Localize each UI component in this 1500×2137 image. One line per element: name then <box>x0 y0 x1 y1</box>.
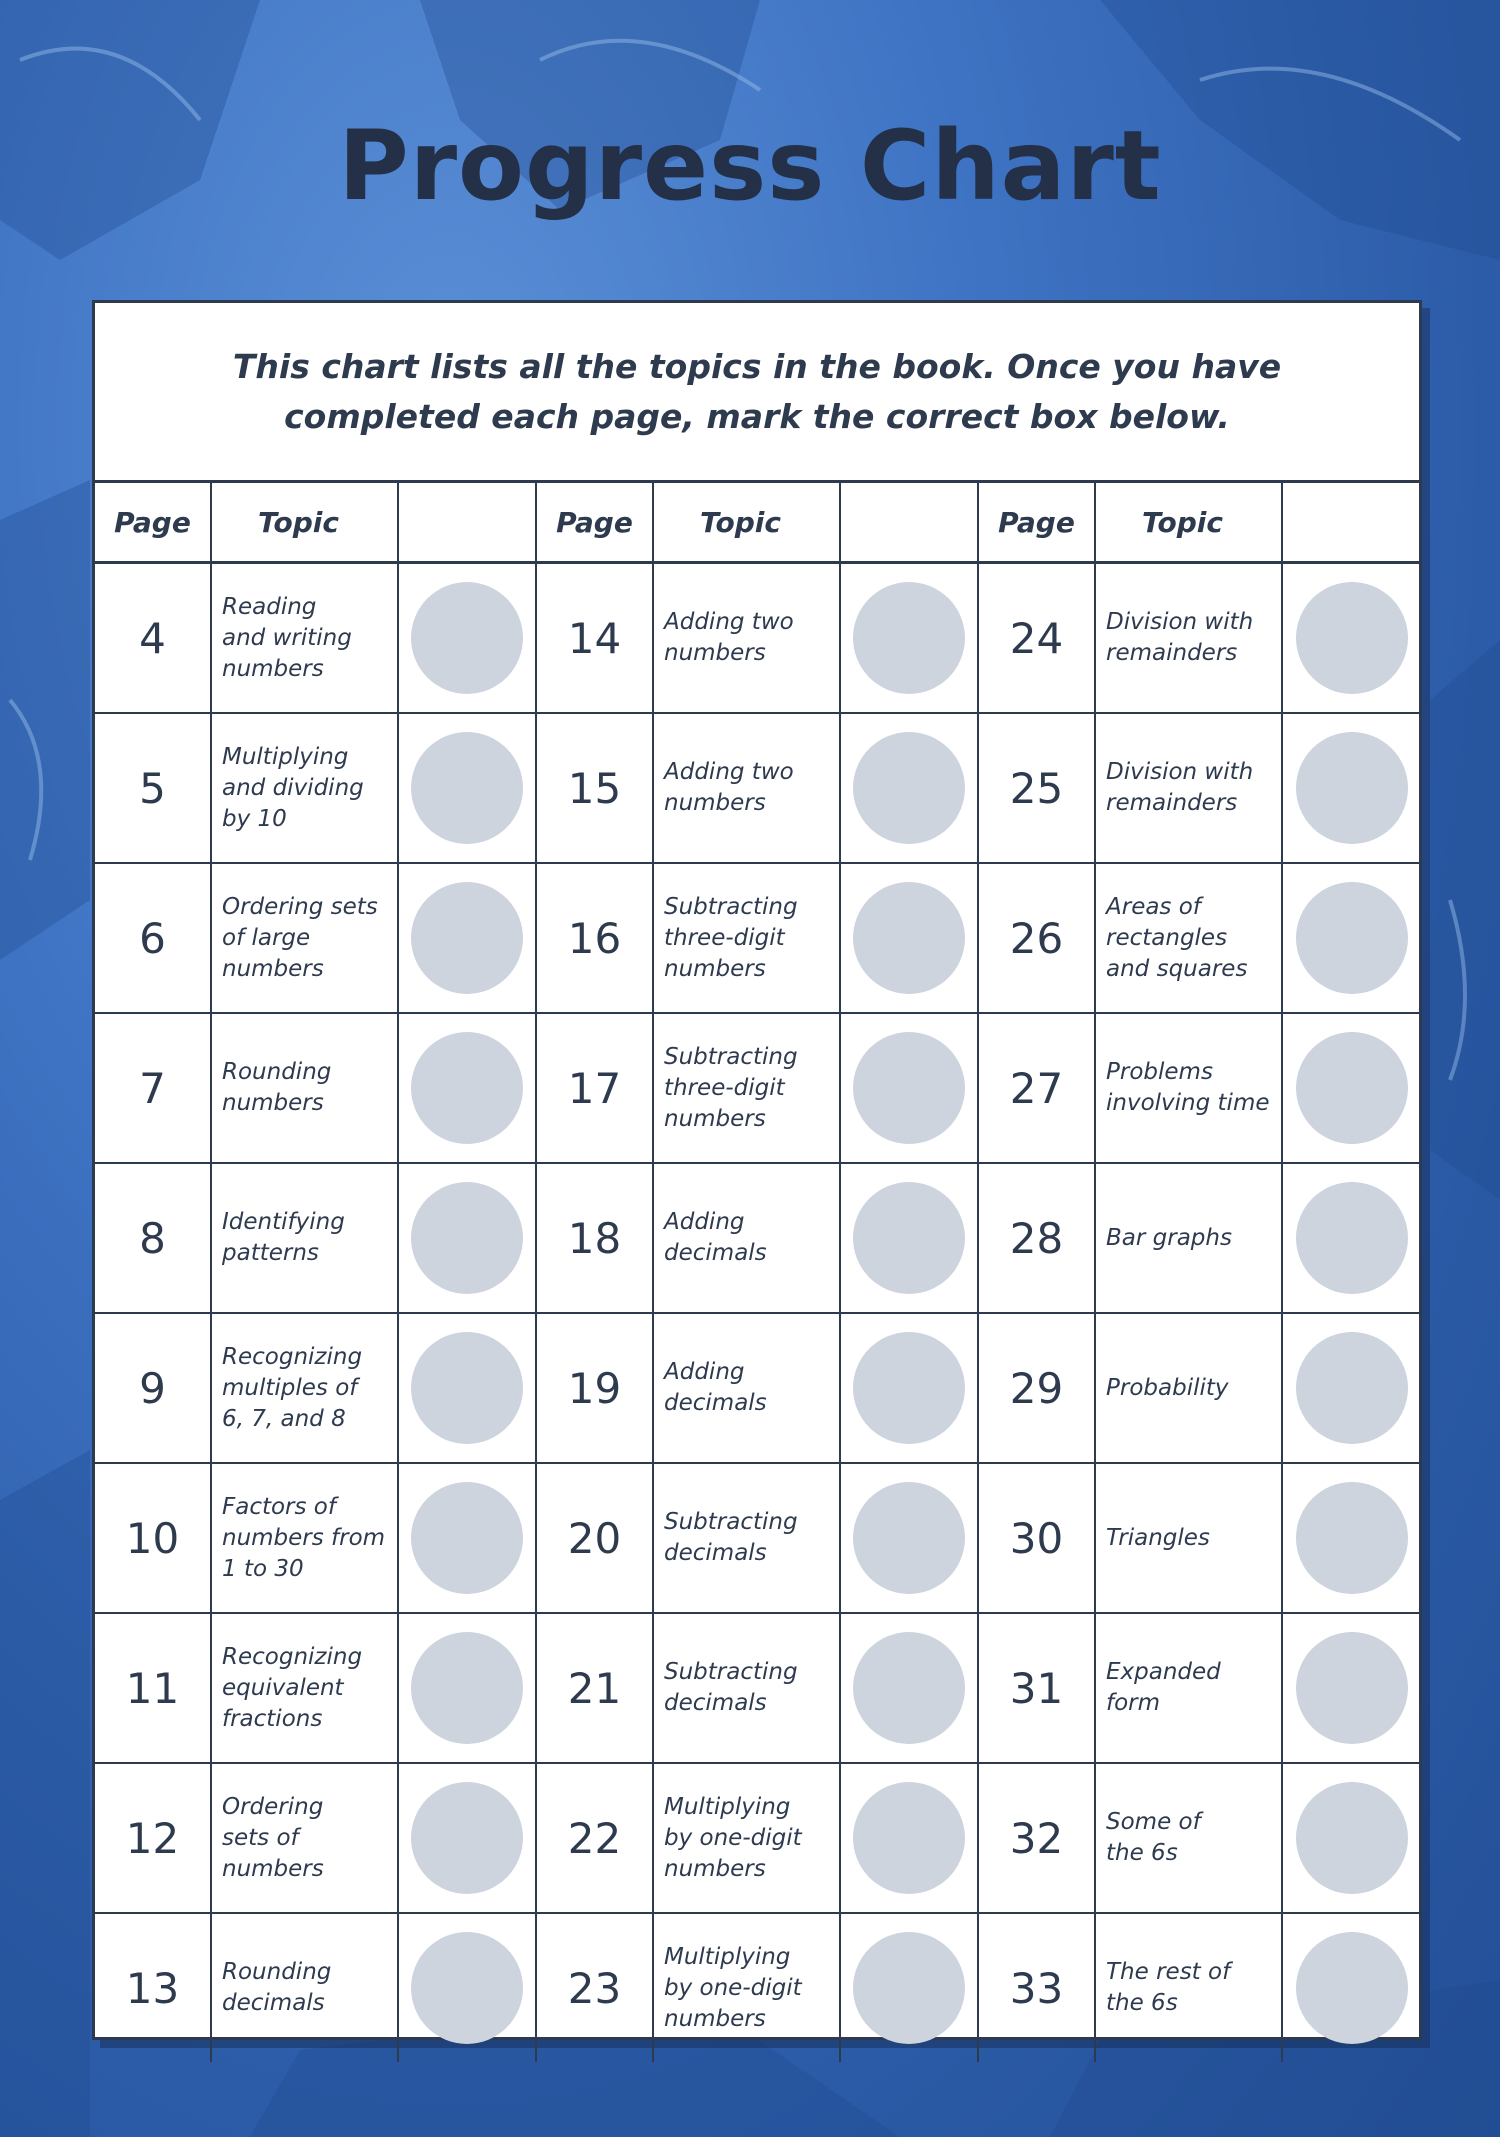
page-number: 5 <box>139 763 166 813</box>
completion-mark-cell <box>1283 714 1421 862</box>
completion-circle[interactable] <box>853 732 965 844</box>
topic-cell <box>212 864 399 1012</box>
page-number-cell <box>95 1464 212 1612</box>
topic-label: Recognizing equivalent fractions <box>222 1643 363 1732</box>
header-group <box>979 483 1421 561</box>
topic-label: Problems involving time <box>1106 1059 1270 1116</box>
topic-cell <box>212 1914 399 2062</box>
page-number: 6 <box>139 913 166 963</box>
table-row <box>95 564 1419 714</box>
table-row <box>95 1914 1419 2062</box>
topic-cell <box>654 1914 841 2062</box>
topic-cell <box>654 1764 841 1912</box>
topic-cell <box>1096 1614 1283 1762</box>
topic-cell <box>654 1164 841 1312</box>
completion-mark-cell <box>841 864 979 1012</box>
page-number: 10 <box>125 1513 180 1563</box>
completion-circle[interactable] <box>853 1782 965 1894</box>
topic-cell <box>212 1614 399 1762</box>
topic-entry <box>537 1314 979 1462</box>
topic-entry <box>979 1014 1421 1162</box>
page-number-cell <box>537 1464 654 1612</box>
topic-label: Bar graphs <box>1106 1224 1232 1251</box>
header-group <box>537 483 979 561</box>
page-number: 7 <box>139 1063 166 1113</box>
page-number: 29 <box>1009 1363 1064 1413</box>
completion-circle[interactable] <box>411 1932 523 2044</box>
table-row <box>95 1164 1419 1314</box>
completion-mark-cell <box>1283 1614 1421 1762</box>
table-row <box>95 1764 1419 1914</box>
completion-circle[interactable] <box>1296 582 1408 694</box>
topic-cell <box>654 564 841 712</box>
topic-label: Division with remainders <box>1106 759 1254 816</box>
completion-circle[interactable] <box>1296 1782 1408 1894</box>
topic-entry <box>537 1764 979 1912</box>
page-number: 11 <box>125 1663 180 1713</box>
completion-mark-cell <box>1283 1164 1421 1312</box>
topic-label: Subtracting decimals <box>664 1509 798 1566</box>
completion-circle[interactable] <box>853 1032 965 1144</box>
completion-mark-cell <box>1283 1014 1421 1162</box>
page-number-cell <box>537 1014 654 1162</box>
topic-label: Expanded form <box>1106 1659 1221 1716</box>
topic-label: Multiplying by one-digit numbers <box>664 1793 802 1882</box>
page-title: Progress Chart <box>338 110 1162 222</box>
topic-label: Subtracting decimals <box>664 1659 798 1716</box>
page-number-cell <box>537 1914 654 2062</box>
completion-mark-cell <box>399 1614 537 1762</box>
completion-mark-cell <box>841 714 979 862</box>
table-row <box>95 1614 1419 1764</box>
topic-cell <box>1096 1314 1283 1462</box>
completion-circle[interactable] <box>853 1932 965 2044</box>
page-number: 22 <box>567 1813 622 1863</box>
table-row <box>95 1014 1419 1164</box>
page-number-cell <box>95 1764 212 1912</box>
topic-label: Division with remainders <box>1106 609 1254 666</box>
topic-cell <box>654 1014 841 1162</box>
topic-entry <box>95 864 537 1012</box>
page-number: 16 <box>567 913 622 963</box>
completion-circle[interactable] <box>1296 882 1408 994</box>
topic-cell <box>212 1464 399 1612</box>
completion-circle[interactable] <box>411 1032 523 1144</box>
topic-cell <box>212 564 399 712</box>
topic-label: Probability <box>1106 1374 1229 1401</box>
completion-mark-cell <box>1283 1464 1421 1612</box>
header-page: Page <box>95 483 212 561</box>
header-page: Page <box>537 483 654 561</box>
completion-circle[interactable] <box>853 1482 965 1594</box>
page-number: 27 <box>1009 1063 1064 1113</box>
completion-mark-cell <box>1283 1914 1421 2062</box>
topic-cell <box>212 714 399 862</box>
topic-label: Factors of numbers from 1 to 30 <box>222 1493 386 1582</box>
topic-entry <box>979 1764 1421 1912</box>
topic-label: Subtracting three-digit numbers <box>664 1043 798 1132</box>
page-number-cell <box>979 1464 1096 1612</box>
topic-entry <box>979 1164 1421 1312</box>
completion-circle[interactable] <box>853 1332 965 1444</box>
topic-entry <box>95 1464 537 1612</box>
completion-mark-cell <box>841 1314 979 1462</box>
page-number-cell <box>979 1764 1096 1912</box>
page-number: 23 <box>567 1963 622 2013</box>
page-number-cell <box>537 1614 654 1762</box>
completion-circle[interactable] <box>853 1632 965 1744</box>
completion-mark-cell <box>1283 1314 1421 1462</box>
table-row <box>95 864 1419 1014</box>
completion-mark-cell <box>841 1464 979 1612</box>
header-group <box>95 483 537 561</box>
completion-mark-cell <box>841 1614 979 1762</box>
completion-mark-cell <box>399 1464 537 1612</box>
page-number-cell <box>95 714 212 862</box>
progress-chart-card <box>92 300 1422 2040</box>
header-topic: Topic <box>212 483 399 561</box>
topic-label: Some of the 6s <box>1106 1809 1201 1866</box>
completion-circle[interactable] <box>411 1632 523 1744</box>
page-number-cell <box>979 564 1096 712</box>
completion-circle[interactable] <box>411 882 523 994</box>
completion-mark-cell <box>399 1914 537 2062</box>
completion-mark-cell <box>841 1014 979 1162</box>
table-row <box>95 1314 1419 1464</box>
page-number-cell <box>95 1614 212 1762</box>
topic-label: The rest of the 6s <box>1106 1959 1231 2016</box>
page-number-cell <box>95 864 212 1012</box>
page-number-cell <box>979 1014 1096 1162</box>
topic-cell <box>212 1764 399 1912</box>
page-number-cell <box>95 1014 212 1162</box>
topic-label: Areas of rectangles and squares <box>1106 893 1248 982</box>
table-row <box>95 714 1419 864</box>
topic-label: Adding decimals <box>664 1209 767 1266</box>
completion-mark-cell <box>1283 564 1421 712</box>
header-mark <box>1283 483 1421 561</box>
page-number: 24 <box>1009 613 1064 663</box>
page-number: 14 <box>567 613 622 663</box>
header-page: Page <box>979 483 1096 561</box>
topic-label: Multiplying and dividing by 10 <box>222 743 364 832</box>
completion-circle[interactable] <box>411 732 523 844</box>
completion-circle[interactable] <box>1296 1482 1408 1594</box>
topic-entry <box>537 1614 979 1762</box>
topic-label: Ordering sets of numbers <box>222 1793 324 1882</box>
page-number: 26 <box>1009 913 1064 963</box>
completion-mark-cell <box>399 1014 537 1162</box>
page-number-cell <box>537 1164 654 1312</box>
topic-cell <box>1096 1014 1283 1162</box>
topic-entry <box>95 564 537 712</box>
topic-entry <box>979 1914 1421 2062</box>
header-mark <box>841 483 979 561</box>
page-number: 33 <box>1009 1963 1064 2013</box>
page-number: 21 <box>567 1663 622 1713</box>
header-topic: Topic <box>654 483 841 561</box>
table-body <box>95 564 1419 2062</box>
topic-entry <box>537 714 979 862</box>
page-number: 28 <box>1009 1213 1064 1263</box>
topic-entry <box>95 1764 537 1912</box>
topic-label: Adding two numbers <box>664 609 794 666</box>
topic-cell <box>212 1164 399 1312</box>
topic-cell <box>654 864 841 1012</box>
topic-entry <box>979 714 1421 862</box>
page-number-cell <box>537 714 654 862</box>
page-number-cell <box>95 1164 212 1312</box>
page-number-cell <box>979 1314 1096 1462</box>
page-number-cell <box>979 1164 1096 1312</box>
topic-entry <box>95 1314 537 1462</box>
topic-label: Ordering sets of large numbers <box>222 893 378 982</box>
topic-entry <box>537 864 979 1012</box>
table-row <box>95 1464 1419 1614</box>
completion-circle[interactable] <box>1296 1182 1408 1294</box>
instructions-text: This chart lists all the topics in the book. Once you have completed each page, mark the correct box below. <box>95 303 1419 483</box>
page-number-cell <box>537 564 654 712</box>
topic-cell <box>1096 1464 1283 1612</box>
topic-entry <box>95 1164 537 1312</box>
completion-mark-cell <box>841 1164 979 1312</box>
topic-cell <box>654 1464 841 1612</box>
completion-circle[interactable] <box>411 1482 523 1594</box>
completion-circle[interactable] <box>1296 1032 1408 1144</box>
topic-label: Triangles <box>1106 1524 1210 1551</box>
completion-circle[interactable] <box>853 882 965 994</box>
topic-entry <box>95 1914 537 2062</box>
topic-label: Adding decimals <box>664 1359 767 1416</box>
page-number: 25 <box>1009 763 1064 813</box>
page-number: 17 <box>567 1063 622 1113</box>
completion-mark-cell <box>841 1764 979 1912</box>
completion-mark-cell <box>841 1914 979 2062</box>
page-number: 18 <box>567 1213 622 1263</box>
completion-mark-cell <box>1283 1764 1421 1912</box>
completion-circle[interactable] <box>1296 732 1408 844</box>
topic-entry <box>979 864 1421 1012</box>
topic-label: Recognizing multiples of 6, 7, and 8 <box>222 1343 363 1432</box>
topic-cell <box>1096 1914 1283 2062</box>
topic-cell <box>654 1314 841 1462</box>
page-number: 9 <box>139 1363 166 1413</box>
page-number: 30 <box>1009 1513 1064 1563</box>
topic-label: Subtracting three-digit numbers <box>664 893 798 982</box>
page-number: 19 <box>567 1363 622 1413</box>
completion-mark-cell <box>399 1164 537 1312</box>
topic-cell <box>1096 1164 1283 1312</box>
page-number-cell <box>537 1764 654 1912</box>
topic-cell <box>654 714 841 862</box>
completion-mark-cell <box>841 564 979 712</box>
page-number: 31 <box>1009 1663 1064 1713</box>
page-number-cell <box>537 864 654 1012</box>
completion-mark-cell <box>399 1314 537 1462</box>
header-topic: Topic <box>1096 483 1283 561</box>
page-number-cell <box>979 1614 1096 1762</box>
page-number: 15 <box>567 763 622 813</box>
topic-label: Identifying patterns <box>222 1209 345 1266</box>
page-number-cell <box>95 1914 212 2062</box>
topic-entry <box>979 564 1421 712</box>
completion-circle[interactable] <box>411 1182 523 1294</box>
topic-cell <box>1096 1764 1283 1912</box>
page-number-cell <box>979 864 1096 1012</box>
completion-mark-cell <box>1283 864 1421 1012</box>
topic-label: Rounding numbers <box>222 1059 332 1116</box>
page-number-cell <box>95 564 212 712</box>
topic-entry <box>537 564 979 712</box>
completion-circle[interactable] <box>1296 1932 1408 2044</box>
topic-cell <box>1096 564 1283 712</box>
completion-mark-cell <box>399 1764 537 1912</box>
header-mark <box>399 483 537 561</box>
topic-entry <box>537 1164 979 1312</box>
topic-entry <box>95 1614 537 1762</box>
completion-circle[interactable] <box>411 582 523 694</box>
topic-entry <box>95 1014 537 1162</box>
completion-circle[interactable] <box>853 1182 965 1294</box>
topic-entry <box>537 1464 979 1612</box>
completion-mark-cell <box>399 714 537 862</box>
page-number: 20 <box>567 1513 622 1563</box>
topic-entry <box>537 1914 979 2062</box>
topic-label: Adding two numbers <box>664 759 794 816</box>
topic-cell <box>212 1314 399 1462</box>
completion-circle[interactable] <box>853 582 965 694</box>
page-number: 13 <box>125 1963 180 2013</box>
page-number: 4 <box>139 613 166 663</box>
completion-circle[interactable] <box>1296 1332 1408 1444</box>
completion-circle[interactable] <box>411 1782 523 1894</box>
topic-label: Multiplying by one-digit numbers <box>664 1943 802 2032</box>
topic-cell <box>212 1014 399 1162</box>
page-number-cell <box>95 1314 212 1462</box>
topic-label: Reading and writing numbers <box>222 593 352 682</box>
topic-cell <box>654 1614 841 1762</box>
page-number: 8 <box>139 1213 166 1263</box>
page-number: 32 <box>1009 1813 1064 1863</box>
completion-mark-cell <box>399 864 537 1012</box>
topic-cell <box>1096 714 1283 862</box>
topic-entry <box>979 1464 1421 1612</box>
completion-mark-cell <box>399 564 537 712</box>
completion-circle[interactable] <box>1296 1632 1408 1744</box>
table-header-row <box>95 483 1419 564</box>
page-number: 12 <box>125 1813 180 1863</box>
topic-entry <box>979 1314 1421 1462</box>
page-number-cell <box>979 714 1096 862</box>
page-number-cell <box>537 1314 654 1462</box>
topic-cell <box>1096 864 1283 1012</box>
page-number-cell <box>979 1914 1096 2062</box>
topic-label: Rounding decimals <box>222 1959 332 2016</box>
topic-entry <box>95 714 537 862</box>
completion-circle[interactable] <box>411 1332 523 1444</box>
topic-entry <box>537 1014 979 1162</box>
topic-entry <box>979 1614 1421 1762</box>
